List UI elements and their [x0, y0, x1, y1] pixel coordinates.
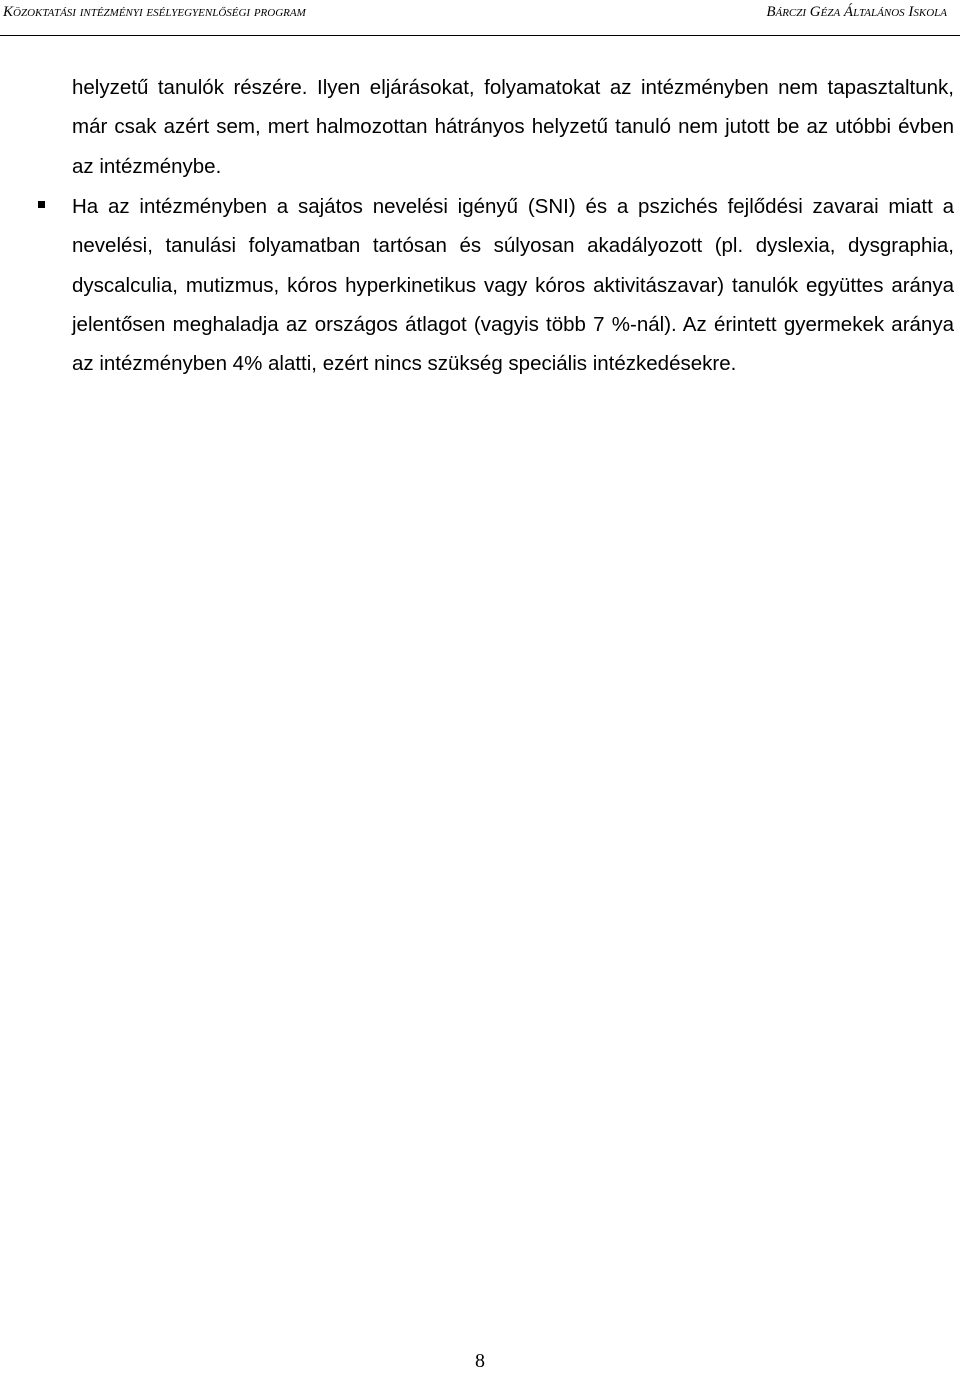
bullet-paragraph: Ha az intézményben a sajátos nevelési igényű (SNI) és a pszichés fejlődési zavarai miatt a nevelési, tanulási folyamatban tartósan és súlyosan akadályozott (pl. dyslexia, dysgraphia, dyscalculia, mutizmus, kóros hyperkinetikus vagy kóros aktivitászavar) tanulók együttes aránya jelentősen meghaladja az országos átlagot (vagyis több 7 %-nál). Az érintett gyermekek aránya az intézményben 4% alatti, ezért nincs szükség speciális intézkedésekre. [72, 195, 954, 376]
page-number: 8 [475, 1350, 485, 1372]
continued-paragraph: helyzetű tanulók részére. Ilyen eljárásokat, folyamatokat az intézményben nem tapasztaltunk, már csak azért sem, mert halmozottan hátrányos helyzetű tanuló nem jutott be az utóbbi évben az intézménybe. [72, 76, 954, 178]
square-bullet-icon [38, 201, 45, 208]
page-header [0, 0, 960, 40]
header-program-title: Közoktatási intézményi esélyegyenlőségi program [3, 4, 306, 20]
header-divider [0, 35, 960, 36]
header-school-name: Bárczi Géza Általános Iskola [766, 4, 947, 20]
